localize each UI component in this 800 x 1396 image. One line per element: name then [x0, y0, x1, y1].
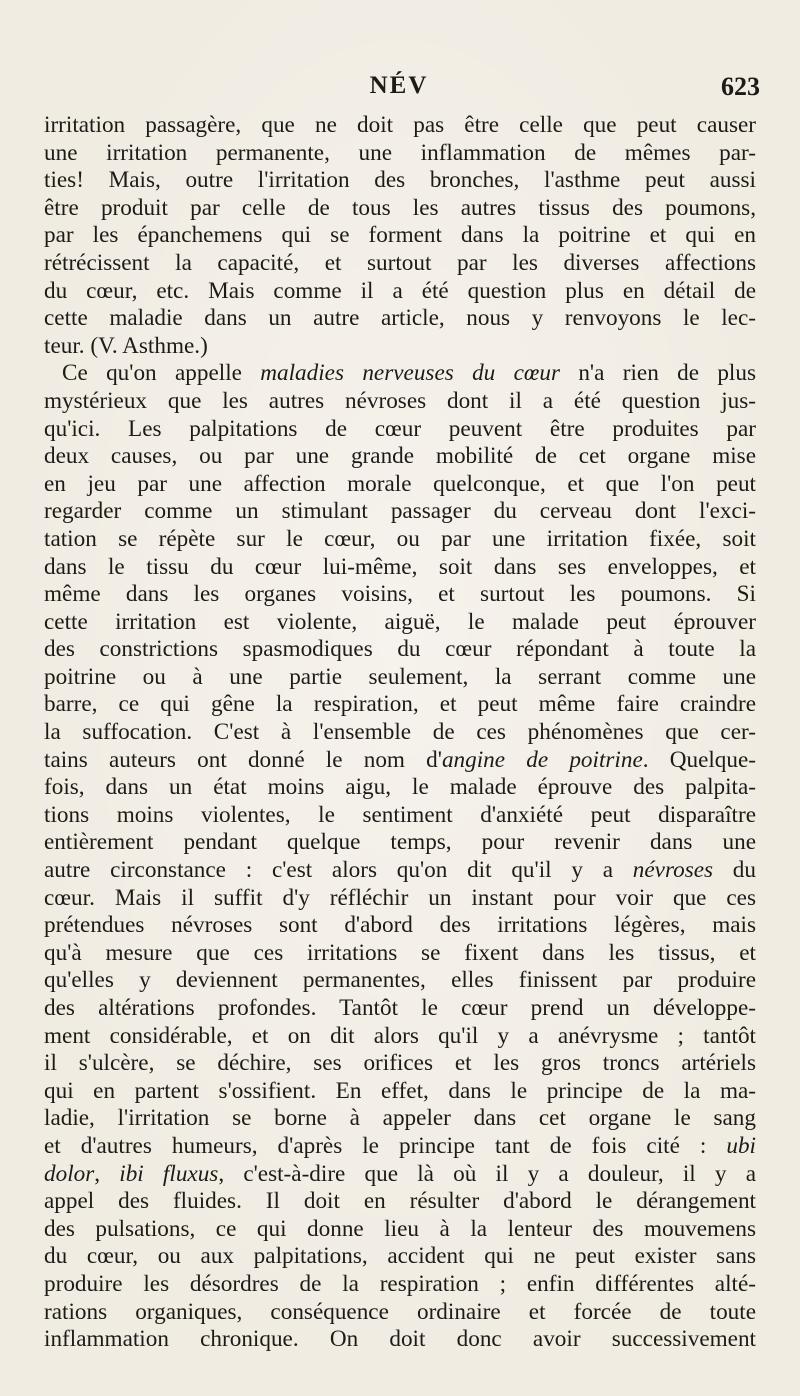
text-line: regarder comme un stimulant passager du cerveau dont l'exci-	[44, 498, 756, 525]
text-line: des altérations profondes. Tantôt le cœur prend un développe-	[44, 995, 756, 1021]
text-line: être produit par celle de tous les autres tissus des poumons,	[44, 194, 756, 221]
text-line: appel des fluides. Il doit en résulter d'abord le dérangement	[44, 1188, 756, 1215]
text-line: du cœur, etc. Mais comme il a été question plus en détail de	[44, 277, 756, 304]
text-line: entièrement pendant quelque temps, pour revenir dans une	[44, 829, 756, 856]
text-line: dans le tissu du cœur lui-même, soit dans ses enveloppes, et	[44, 553, 756, 580]
text-line: ment considérable, et on dit alors qu'il y a anévrysme ; tantôt	[44, 1022, 756, 1049]
italic-term: dolor	[44, 1160, 95, 1187]
text-line: des constrictions spasmodiques du cœur répondant à toute la	[44, 636, 756, 663]
text-line: cœur. Mais il suffit d'y réfléchir un instant pour voir que ces	[44, 884, 756, 911]
text-line: produire les désordres de la respiration ; enfin différentes alté-	[44, 1270, 756, 1297]
page-number: 623	[721, 72, 760, 101]
text-line: des pulsations, ce qui donne lieu à la lenteur des mouvemens	[44, 1215, 756, 1242]
text-line: barre, ce qui gêne la respiration, et peut même faire craindre	[44, 691, 756, 718]
text-line: et d'autres humeurs, d'après le principe tant de fois cité : ubi	[44, 1132, 756, 1159]
italic-term: névroses	[632, 857, 714, 884]
italic-term: maladies nerveuses du cœur	[260, 360, 560, 387]
text-line: qu'elles y deviennent permanentes, elles finissent par produire	[44, 967, 756, 994]
running-head-title: NÉV	[369, 72, 429, 99]
text-line: teur. (V. Asthme.)	[44, 332, 208, 359]
italic-term: angine de poitrine	[441, 746, 643, 773]
text-line: même dans les organes voisins, et surtout les poumons. Si	[44, 581, 756, 608]
text-line: poitrine ou à une partie seulement, la serrant comme une	[44, 663, 756, 690]
text-line: qu'à mesure que ces irritations se fixent dans les tissus, et	[44, 939, 756, 966]
text-line: ties! Mais, outre l'irritation des bronches, l'asthme peut aussi	[44, 167, 756, 194]
text-line: tation se répète sur le cœur, ou par une irritation fixée, soit	[44, 525, 756, 552]
text-line: une irritation permanente, une inflammation de mêmes par-	[44, 139, 756, 166]
text-line: qui en partent s'ossifient. En effet, dans le principe de la ma-	[44, 1077, 756, 1104]
text-line: tions moins violentes, le sentiment d'anxiété peut disparaître	[44, 801, 756, 828]
text-line: autre circonstance : c'est alors qu'on dit qu'il y a névroses du	[44, 857, 756, 884]
text-line: rétrécissent la capacité, et surtout par les diverses affections	[44, 249, 756, 276]
text-line: du cœur, ou aux palpitations, accident qui ne peut exister sans	[44, 1243, 756, 1270]
italic-term: ubi	[726, 1132, 756, 1159]
text-line: il s'ulcère, se déchire, ses orifices et les gros troncs artériels	[44, 1050, 756, 1077]
text-line: cette irritation est violente, aiguë, le malade peut éprouver	[44, 608, 756, 635]
text-line: dolor, ibi fluxus, c'est-à-dire que là où il y a douleur, il y a	[44, 1160, 756, 1187]
text-line: inflammation chronique. On doit donc avoir successivement	[44, 1326, 756, 1353]
text-line: la suffocation. C'est à l'ensemble de ces phénomènes que cer-	[44, 719, 756, 746]
running-head	[38, 72, 760, 106]
text-line: mystérieux que les autres névroses dont il a été question jus-	[44, 387, 756, 414]
text-line: Ce qu'on appelle maladies nerveuses du cœur n'a rien de plus	[62, 360, 756, 387]
text-line: cette maladie dans un autre article, nous y renvoyons le lec-	[44, 305, 756, 332]
italic-term: ibi fluxus	[119, 1160, 219, 1187]
text-line: ladie, l'irritation se borne à appeler dans cet organe le sang	[44, 1105, 756, 1132]
text-line: qu'ici. Les palpitations de cœur peuvent être produites par	[44, 415, 756, 442]
text-line: deux causes, ou par une grande mobilité de cet organe mise	[44, 443, 756, 470]
text-line: irritation passagère, que ne doit pas être celle que peut causer	[44, 112, 756, 138]
text-line: en jeu par une affection morale quelconque, et que l'on peut	[44, 470, 756, 497]
text-line: prétendues névroses sont d'abord des irritations légères, mais	[44, 912, 756, 939]
text-line: fois, dans un état moins aigu, le malade éprouve des palpita-	[44, 774, 756, 801]
text-line: par les épanchemens qui se forment dans la poitrine et qui en	[44, 222, 756, 249]
text-line: tains auteurs ont donné le nom d'angine de poitrine. Quelque-	[44, 746, 756, 773]
body-text	[44, 112, 756, 1354]
text-line: rations organiques, conséquence ordinaire et forcée de toute	[44, 1298, 756, 1325]
